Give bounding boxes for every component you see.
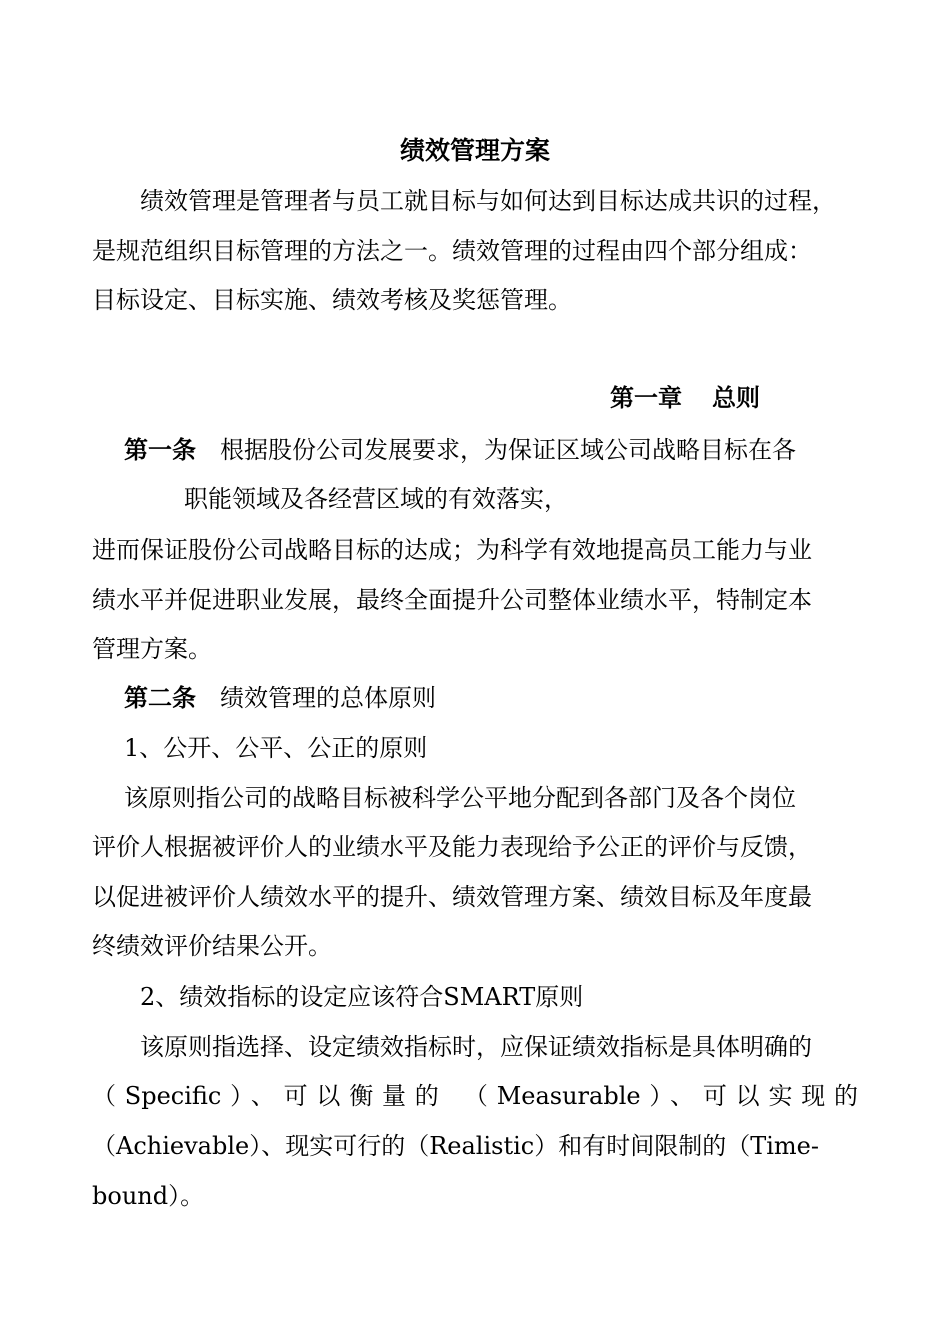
principle2-line-3: （Achievable）、现实可行的（Realistic）和有时间限制的（Time- bbox=[92, 1132, 819, 1160]
principle1-line-2: 评价人根据被评价人的业绩水平及能力表现给予公正的评价与反馈， bbox=[92, 833, 812, 861]
principle2-line-1: 该原则指选择、设定绩效指标时，应保证绩效指标是具体明确的 bbox=[140, 1033, 812, 1061]
principle1-line-4: 终绩效评价结果公开。 bbox=[92, 932, 332, 960]
chapter-number: 第一章 bbox=[610, 384, 682, 412]
principle2-line-4: bound）。 bbox=[92, 1182, 205, 1210]
principle2-line-2 bbox=[92, 1081, 858, 1111]
article1-line-4: 绩水平并促进职业发展，最终全面提升公司整体业绩水平，特制定本 bbox=[92, 586, 812, 614]
article2-heading bbox=[124, 683, 436, 713]
principle2-heading: 2、绩效指标的设定应该符合SMART原则 bbox=[140, 983, 584, 1011]
intro-line-1: 绩效管理是管理者与员工就目标与如何达到目标达成共识的过程， bbox=[140, 187, 836, 215]
principle1-line-1: 该原则指公司的战略目标被科学公平地分配到各部门及各个岗位 bbox=[124, 784, 796, 812]
article1-line-3: 进而保证股份公司战略目标的达成；为科学有效地提高员工能力与业 bbox=[92, 536, 812, 564]
intro-line-3: 目标设定、目标实施、绩效考核及奖惩管理。 bbox=[92, 286, 572, 314]
chapter-heading bbox=[610, 383, 760, 413]
article2-title: 绩效管理的总体原则 bbox=[220, 684, 436, 712]
article1-line-1: 根据股份公司发展要求，为保证区域公司战略目标在各 bbox=[220, 436, 796, 464]
principle1-heading: 1、公开、公平、公正的原则 bbox=[124, 734, 428, 762]
chapter-name: 总则 bbox=[712, 384, 760, 412]
principle2-line-2-text: （Specific）、可以衡量的 （Measurable）、可以实现的 bbox=[92, 1082, 858, 1110]
article1-line-2: 职能领域及各经营区域的有效落实， bbox=[184, 485, 568, 513]
article1-label: 第一条 bbox=[124, 436, 196, 464]
article1-first-line bbox=[124, 435, 796, 465]
document-title: 绩效管理方案 bbox=[399, 136, 550, 165]
article2-label: 第二条 bbox=[124, 684, 196, 712]
principle1-line-3: 以促进被评价人绩效水平的提升、绩效管理方案、绩效目标及年度最 bbox=[92, 883, 812, 911]
intro-line-2: 是规范组织目标管理的方法之一。绩效管理的过程由四个部分组成： bbox=[92, 237, 812, 265]
article1-line-5: 管理方案。 bbox=[92, 635, 212, 663]
